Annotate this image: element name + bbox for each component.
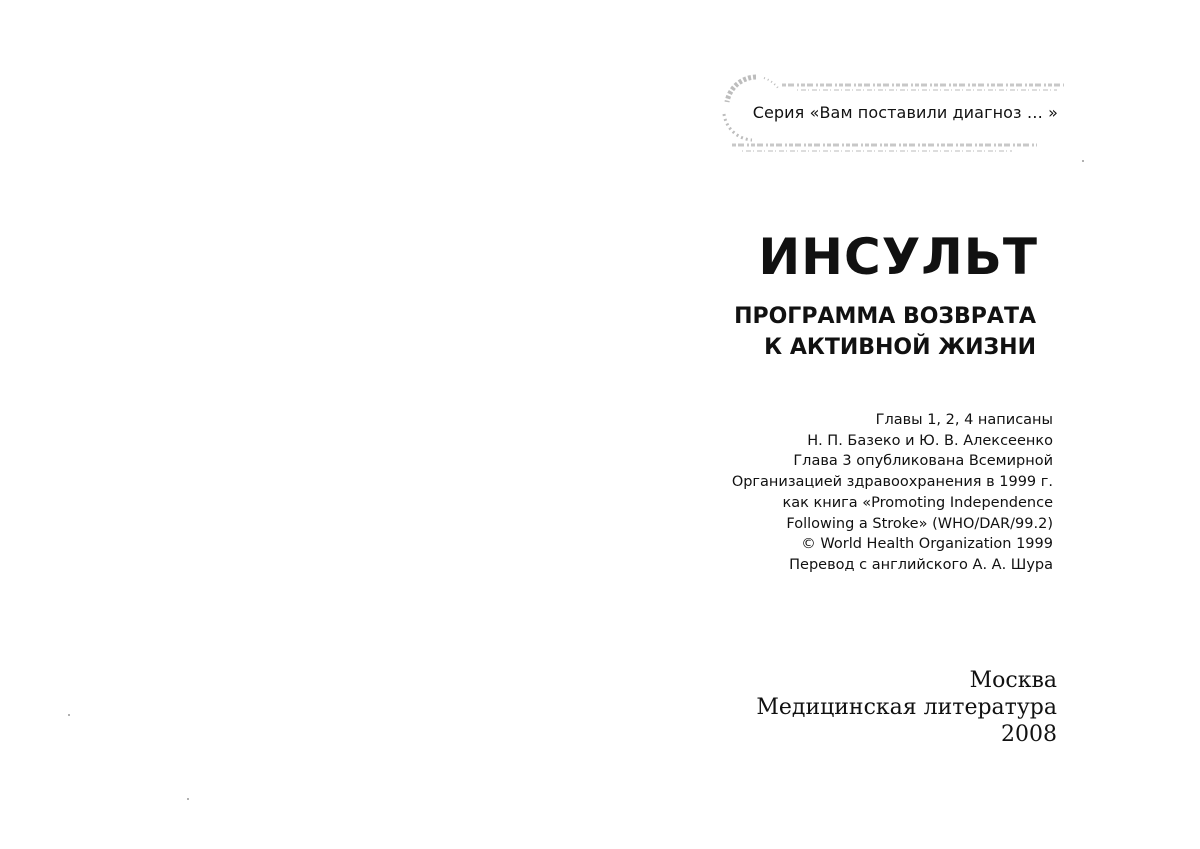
credit-line: © World Health Organization 1999	[801, 536, 1053, 553]
credits-block	[732, 410, 1053, 576]
credit-line: Following a Stroke» (WHO/DAR/99.2)	[786, 515, 1053, 532]
imprint-block	[756, 667, 1057, 748]
stamp-arc	[724, 114, 752, 140]
credit-line: Перевод с английского А. А. Шура	[789, 556, 1053, 573]
scan-speck	[187, 798, 189, 800]
subtitle-line: К АКТИВНОЙ ЖИЗНИ	[764, 335, 1036, 360]
book-title: ИНСУЛЬТ	[758, 228, 1038, 286]
credit-line: Н. П. Базеко и Ю. В. Алексеенко	[807, 432, 1053, 449]
credit-line: Главы 1, 2, 4 написаны	[875, 412, 1053, 428]
subtitle-line: ПРОГРАММА ВОЗВРАТА	[734, 304, 1036, 329]
series-label: Серия «Вам поставили диагноз … »	[752, 103, 1058, 122]
stamp-arc	[764, 78, 778, 88]
imprint-publisher: Медицинская литература	[756, 695, 1057, 720]
imprint-year: 2008	[1001, 722, 1057, 747]
stamp-arc	[727, 77, 756, 102]
scan-speck	[1082, 160, 1084, 162]
imprint-city: Москва	[969, 668, 1057, 693]
credit-line: Организацией здравоохранения в 1999 г.	[731, 474, 1053, 491]
book-subtitle	[734, 301, 1036, 363]
credit-line: Глава 3 опубликована Всемирной	[793, 453, 1053, 470]
scan-speck	[68, 714, 70, 716]
series-header	[712, 70, 1072, 160]
credit-line: как книга «Promoting Independence	[782, 494, 1053, 511]
